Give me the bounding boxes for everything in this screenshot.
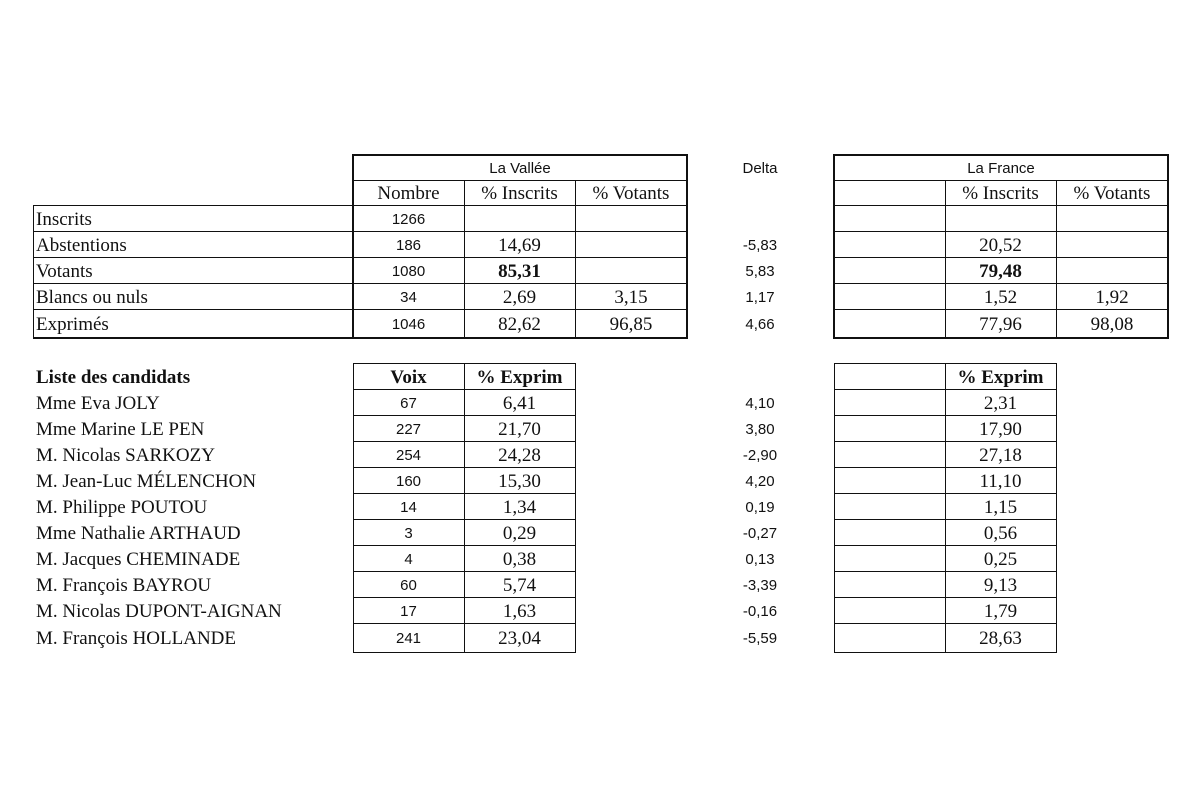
delta-cell: -0,27 <box>742 524 778 542</box>
exprim-cell: 0,29 <box>502 522 537 544</box>
grid-line <box>353 180 687 181</box>
fr-exprim-cell: 27,18 <box>979 444 1022 466</box>
vallee-title: La Vallée <box>489 159 551 177</box>
row-label: Abstentions <box>36 234 127 256</box>
fr-exprim-cell: 1,79 <box>983 600 1018 622</box>
exprim-cell: 24,28 <box>498 444 541 466</box>
grid-line <box>834 180 1168 181</box>
candidate-name: M. François HOLLANDE <box>36 627 237 649</box>
votants-cell: 96,85 <box>609 313 653 335</box>
exprim-cell: 1,34 <box>502 496 537 518</box>
delta-cell: 5,83 <box>745 262 775 280</box>
grid-line <box>834 363 835 653</box>
grid-line <box>834 309 1168 310</box>
delta-cell: -2,90 <box>742 446 778 464</box>
grid-line <box>33 205 34 339</box>
fr-col-inscrits-header: % Inscrits <box>962 183 1039 204</box>
grid-line <box>353 363 354 653</box>
voix-cell: 17 <box>400 602 417 620</box>
exprim-cell: 1,63 <box>502 600 537 622</box>
grid-line <box>33 205 688 206</box>
inscrits-cell: 2,69 <box>502 286 537 308</box>
grid-line <box>33 257 688 258</box>
grid-line <box>1056 363 1057 653</box>
exprim-cell: 0,38 <box>502 548 537 570</box>
exprim-cell: 21,70 <box>498 418 541 440</box>
delta-cell: -5,83 <box>742 236 778 254</box>
grid-line <box>834 257 1168 258</box>
exprim-cell: 6,41 <box>502 392 537 414</box>
delta-cell: 4,10 <box>745 394 775 412</box>
candidate-name: M. Nicolas SARKOZY <box>36 444 215 466</box>
row-label: Inscrits <box>36 208 92 230</box>
fr-exprim-cell: 2,31 <box>983 392 1018 414</box>
row-label: Blancs ou nuls <box>36 286 148 308</box>
grid-line <box>834 283 1168 284</box>
delta-cell: 4,66 <box>745 315 775 333</box>
delta-cell: -0,16 <box>742 602 778 620</box>
grid-line <box>833 154 835 339</box>
delta-cell: 0,13 <box>745 550 775 568</box>
voix-cell: 227 <box>395 420 422 438</box>
exprim-cell: 15,30 <box>498 470 541 492</box>
candidate-name: M. François BAYROU <box>36 574 212 596</box>
fr-exprim-cell: 1,15 <box>983 496 1018 518</box>
delta-cell: 1,17 <box>745 288 775 306</box>
fr-inscrits-cell: 79,48 <box>979 260 1022 282</box>
candidate-name: M. Jean-Luc MÉLENCHON <box>36 470 257 492</box>
nombre-cell: 1266 <box>391 210 426 228</box>
france-title: La France <box>967 159 1035 177</box>
inscrits-cell: 14,69 <box>498 234 541 256</box>
voix-cell: 67 <box>400 394 417 412</box>
fr-col-exprim-header: % Exprim <box>957 366 1044 388</box>
grid-line <box>833 337 1169 339</box>
fr-col-votants-header: % Votants <box>1073 183 1151 204</box>
grid-line <box>33 231 688 232</box>
fr-votants-cell: 1,92 <box>1095 286 1129 308</box>
grid-line <box>945 180 946 338</box>
candidate-name: Mme Eva JOLY <box>36 392 160 414</box>
grid-line <box>464 363 465 653</box>
grid-line <box>834 231 1168 232</box>
voix-cell: 254 <box>395 446 422 464</box>
nombre-cell: 34 <box>400 288 417 306</box>
delta-cell: 3,80 <box>745 420 775 438</box>
voix-cell: 4 <box>404 550 413 568</box>
voix-cell: 14 <box>400 498 417 516</box>
row-label: Exprimés <box>36 313 109 335</box>
voix-cell: 241 <box>395 629 422 647</box>
fr-exprim-cell: 0,25 <box>983 548 1018 570</box>
grid-line <box>1167 154 1169 339</box>
candidate-name: M. Jacques CHEMINADE <box>36 548 241 570</box>
fr-exprim-cell: 9,13 <box>983 574 1018 596</box>
delta-cell: 0,19 <box>745 498 775 516</box>
fr-exprim-cell: 28,63 <box>979 627 1022 649</box>
nombre-cell: 1080 <box>391 262 426 280</box>
col-inscrits-header: % Inscrits <box>481 183 558 204</box>
delta-title: Delta <box>742 159 778 177</box>
voix-cell: 160 <box>395 472 422 490</box>
col-nombre-header: Nombre <box>377 183 440 204</box>
delta-cell: 4,20 <box>745 472 775 490</box>
grid-line <box>464 180 465 338</box>
fr-exprim-cell: 0,56 <box>983 522 1018 544</box>
grid-line <box>833 154 1169 156</box>
inscrits-cell: 85,31 <box>498 260 541 282</box>
nombre-cell: 186 <box>395 236 422 254</box>
grid-line <box>352 154 354 339</box>
col-voix-header: Voix <box>390 366 427 388</box>
grid-line <box>33 283 688 284</box>
fr-inscrits-cell: 1,52 <box>983 286 1018 308</box>
col-votants-header: % Votants <box>592 183 670 204</box>
grid-line <box>33 337 688 339</box>
grid-line <box>834 205 1168 206</box>
col-exprim-header: % Exprim <box>476 366 563 388</box>
fr-inscrits-cell: 20,52 <box>979 234 1022 256</box>
grid-line <box>33 309 688 310</box>
votants-cell: 3,15 <box>614 286 648 308</box>
grid-line <box>575 180 576 338</box>
fr-votants-cell: 98,08 <box>1090 313 1134 335</box>
inscrits-cell: 82,62 <box>498 313 541 335</box>
delta-cell: -5,59 <box>742 629 778 647</box>
grid-line <box>575 363 576 653</box>
fr-inscrits-cell: 77,96 <box>979 313 1022 335</box>
candidate-name: Mme Nathalie ARTHAUD <box>36 522 241 544</box>
candidate-name: M. Nicolas DUPONT-AIGNAN <box>36 600 282 622</box>
delta-cell: -3,39 <box>742 576 778 594</box>
fr-exprim-cell: 11,10 <box>979 470 1022 492</box>
voix-cell: 3 <box>404 524 413 542</box>
exprim-cell: 5,74 <box>502 574 537 596</box>
voix-cell: 60 <box>400 576 417 594</box>
grid-line <box>945 363 946 653</box>
fr-exprim-cell: 17,90 <box>979 418 1022 440</box>
row-label: Votants <box>36 260 93 282</box>
grid-line <box>1056 180 1057 338</box>
candidate-name: M. Philippe POUTOU <box>36 496 208 518</box>
candidate-name: Mme Marine LE PEN <box>36 418 205 440</box>
candidates-title: Liste des candidats <box>36 366 191 388</box>
grid-line <box>686 154 688 339</box>
nombre-cell: 1046 <box>391 315 426 333</box>
grid-line <box>352 154 688 156</box>
exprim-cell: 23,04 <box>498 627 541 649</box>
